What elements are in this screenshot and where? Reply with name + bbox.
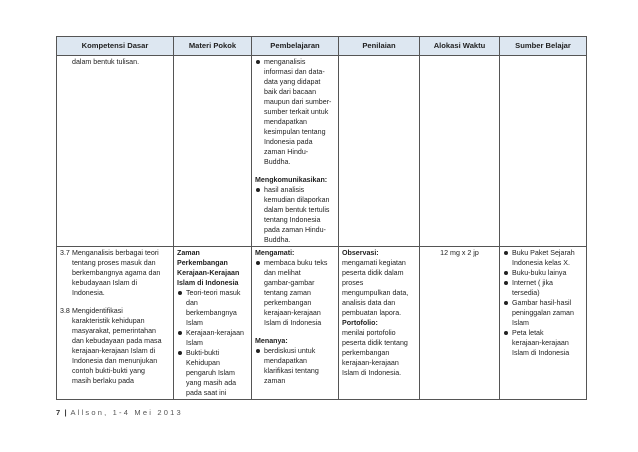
- header-pembelajaran: Pembelajaran: [252, 37, 339, 56]
- cell-penilaian: [339, 56, 420, 247]
- menanya-list: [255, 346, 335, 386]
- observasi-heading: Observasi:: [342, 249, 379, 257]
- cell-kompetensi-dasar: [57, 247, 174, 400]
- list-item: Teori-teori masuk dan berkembangnya Islam: [177, 288, 248, 328]
- kd-3-7: [60, 248, 170, 298]
- footer-separator: |: [64, 408, 67, 417]
- table-row: [57, 247, 587, 400]
- cell-alokasi-waktu: [420, 247, 500, 400]
- menanya-heading: Menanya:: [255, 337, 288, 345]
- kd-text: Mengidentifikasi karakteristik kehidupan masyarakat, pemerintahan dan kebudayaan pada masa kerajaan-kerajaan Islam di Indonesia dan menunjukan contoh bukti-bukti yang masih berlaku pada: [72, 307, 162, 385]
- cell-kompetensi-dasar: [57, 56, 174, 247]
- mengamati-list: [255, 258, 335, 328]
- kd-3-8: [60, 306, 170, 386]
- list-item: Gambar hasil-hasil peninggalan zaman Islam: [503, 298, 583, 328]
- materi-list: [177, 288, 248, 398]
- mengkomunikasikan-heading: Mengkomunikasikan:: [255, 176, 328, 184]
- list-item: membaca buku teks dan melihat gambar-gambar tentang zaman perkembangan kerajaan-kerajaan Islam di Indonesia: [255, 258, 335, 328]
- list-item: Buku-buku lainya: [503, 268, 583, 278]
- syllabus-table: [56, 36, 587, 400]
- header-penilaian: Penilaian: [339, 37, 420, 56]
- cell-pembelajaran: [252, 56, 339, 247]
- cell-pembelajaran: [252, 247, 339, 400]
- list-item: Kerajaan-kerajaan Islam: [177, 328, 248, 348]
- mengkomunikasikan-list: [255, 185, 335, 245]
- header-kompetensi-dasar: Kompetensi Dasar: [57, 37, 174, 56]
- materi-heading: Zaman Perkembangan Kerajaan-Kerajaan Islam di Indonesia: [177, 249, 240, 287]
- list-item: Bukti-bukti Kehidupan pengaruh Islam yang masih ada pada saat ini: [177, 348, 248, 398]
- kd-continuation: dalam bentuk tulisan.: [72, 58, 140, 66]
- header-materi-pokok: Materi Pokok: [174, 37, 252, 56]
- sumber-list: [503, 248, 583, 358]
- list-item: hasil analisis kemudian dilaporkan dalam bentuk tertulis tentang Indonesia pada zaman Hindu- Buddha.: [255, 185, 335, 245]
- cell-alokasi-waktu: [420, 56, 500, 247]
- portofolio-text: menilai portofolio peserta didik tentang perkembangan kerajaan-kerajaan Islam di Indonesia.: [342, 329, 408, 377]
- kd-number: 3.7: [60, 249, 70, 257]
- list-item: menganalisis informasi dan data- data yang didapat baik dari bacaan maupun dari sumber- sumber terkait untuk mendapatkan kesimpulan tentang Indonesia pada zaman Hindu- Buddha.: [255, 57, 335, 167]
- table-header-row: [57, 37, 587, 56]
- page-number: 7: [56, 408, 61, 417]
- cell-sumber-belajar: [500, 56, 587, 247]
- header-alokasi-waktu: Alokasi Waktu: [420, 37, 500, 56]
- footer-text: Allson, 1-4 Mei 2013: [70, 408, 183, 417]
- list-item: Buku Paket Sejarah Indonesia kelas X.: [503, 248, 583, 268]
- cell-penilaian: [339, 247, 420, 400]
- portofolio-heading: Portofolio:: [342, 319, 378, 327]
- pembelajaran-list: [255, 57, 335, 167]
- table-row: [57, 56, 587, 247]
- cell-materi-pokok: [174, 247, 252, 400]
- list-item: Internet ( jika tersedia): [503, 278, 583, 298]
- alokasi-value: 12 mg x 2 jp: [440, 249, 479, 257]
- cell-sumber-belajar: [500, 247, 587, 400]
- kd-number: 3.8: [60, 307, 70, 315]
- observasi-text: mengamati kegiatan peserta didik dalam proses mengumpulkan data, analisis data dan pembuatan lapora.: [342, 259, 409, 317]
- list-item: berdiskusi untuk mendapatkan klarifikasi tentang zaman: [255, 346, 335, 386]
- cell-materi-pokok: [174, 56, 252, 247]
- mengamati-heading: Mengamati:: [255, 249, 295, 257]
- kd-text: Menganalisis berbagai teori tentang proses masuk dan berkembangnya agama dan kebudayaan Islam di Indonesia.: [72, 249, 161, 297]
- list-item: Peta letak kerajaan-kerajaan Islam di Indonesia: [503, 328, 583, 358]
- header-sumber-belajar: Sumber Belajar: [500, 37, 587, 56]
- page-footer: [56, 408, 183, 417]
